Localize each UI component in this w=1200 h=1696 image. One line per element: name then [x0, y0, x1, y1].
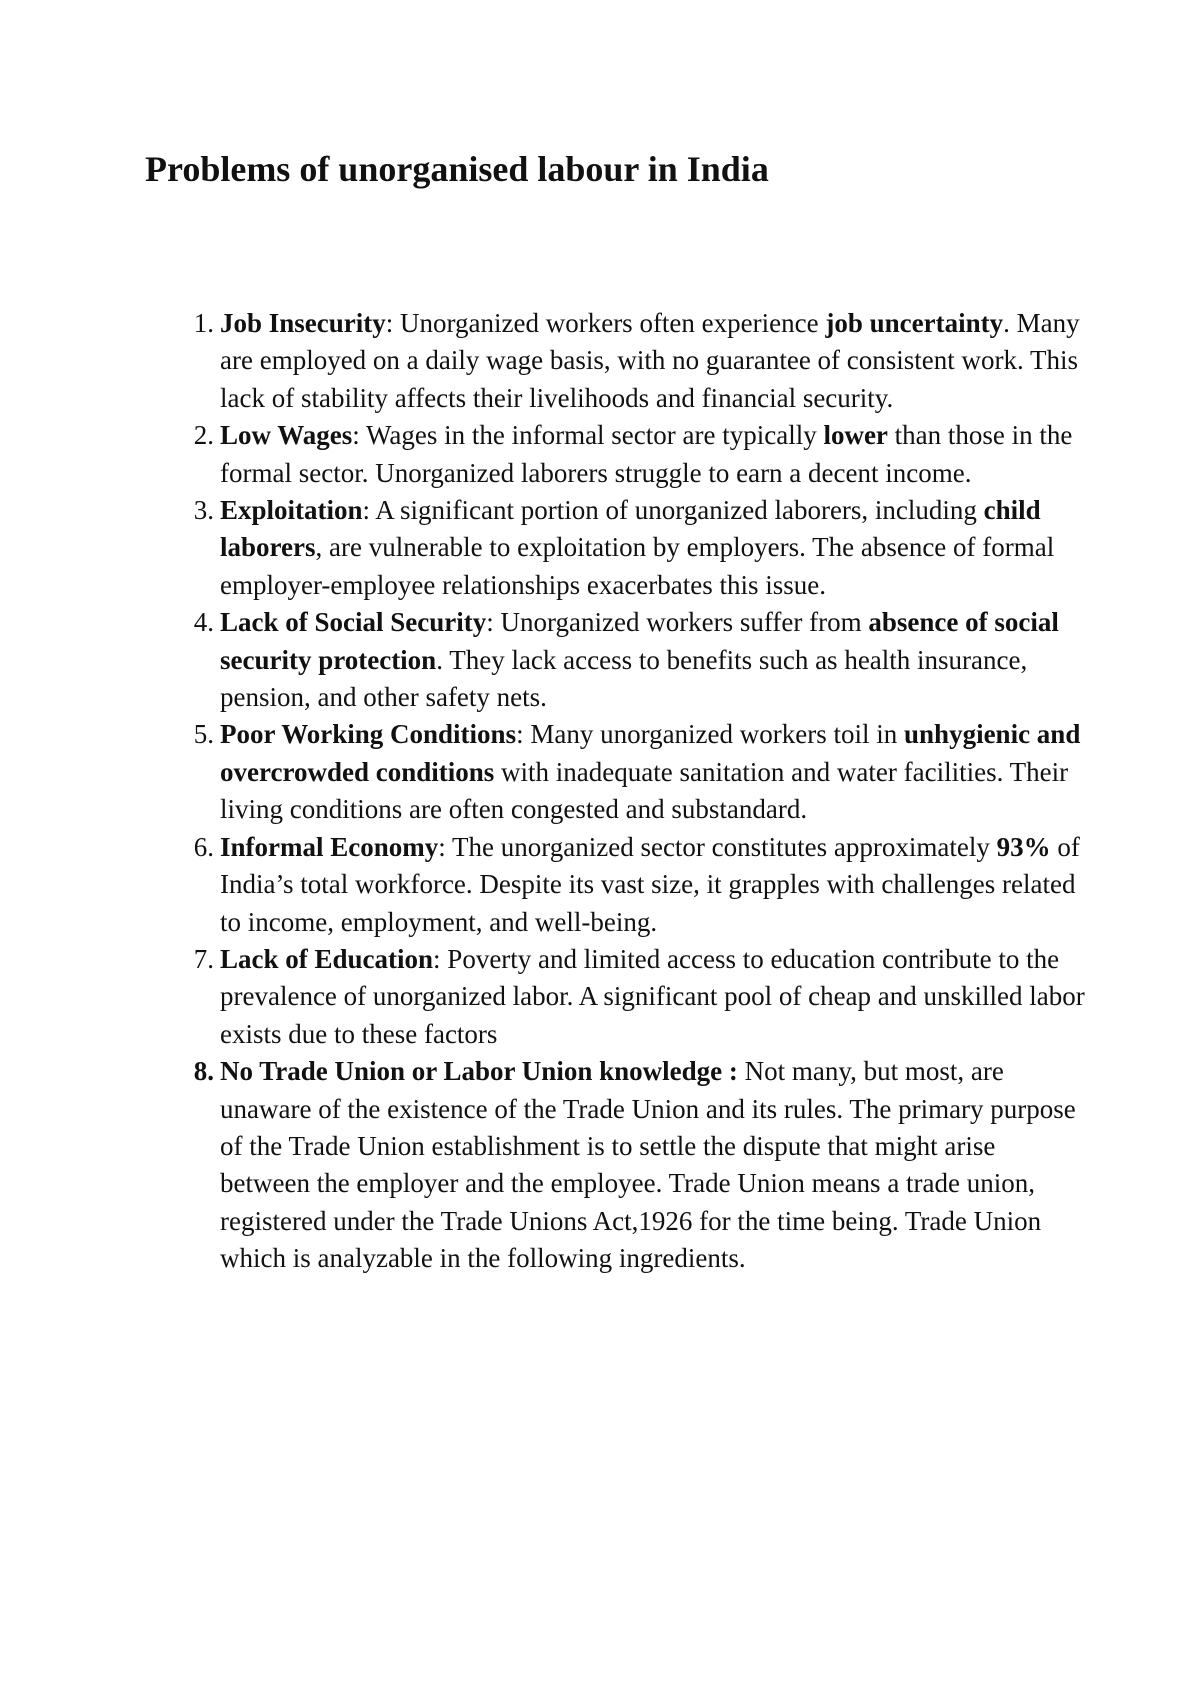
item-term: No Trade Union or Labor Union knowledge :: [220, 1056, 738, 1087]
item-term: Lack of Education: [220, 943, 434, 974]
list-item-poor-working-conditions: [193, 716, 1090, 828]
item-text: Not many, but most, are unaware of the existence of the Trade Union and its rules. The primary purpose of the Trade Union establishment is to settle the dispute that might arise between the employer and the employee. Trade Union means a trade union, registered under the Trade Unions Act,1926 for the time being. Trade Union which is analyzable in the following ingredients.: [220, 1056, 1076, 1274]
list-item-exploitation: [193, 492, 1090, 604]
item-text-continued: than those in the formal sector. Unorganized laborers struggle to earn a decent income.: [220, 420, 1073, 488]
item-number: 1.: [193, 308, 214, 338]
item-number: 7.: [193, 943, 214, 974]
item-emphasis: job uncertainty: [825, 308, 1004, 338]
item-text-continued: . They lack access to benefits such as health insurance, pension, and other safety nets.: [220, 644, 1028, 713]
list-item-lack-of-education: [193, 941, 1090, 1053]
item-text: : A significant portion of unorganized laborers, including: [362, 495, 984, 526]
item-number: 2.: [193, 420, 214, 451]
list-item-lack-of-social-security: [193, 604, 1090, 716]
item-emphasis: child laborers: [220, 495, 1041, 563]
item-term: Exploitation: [220, 495, 363, 526]
item-term: Poor Working Conditions: [220, 719, 517, 750]
item-number: 5.: [193, 719, 214, 750]
item-number: 8.: [193, 1056, 214, 1087]
item-text: : The unorganized sector constitutes approximately: [438, 831, 997, 862]
item-text: : Wages in the informal sector are typically: [352, 420, 824, 451]
item-text: : Unorganized workers often experience: [385, 308, 826, 338]
item-emphasis: absence of social security protection: [220, 607, 1059, 675]
item-number: 4.: [193, 607, 214, 638]
item-text-continued: of India’s total workforce. Despite its vast size, it grapples with challenges related to income, employment, and well-being.: [220, 831, 1080, 937]
list-item-job-insecurity: [193, 305, 1090, 417]
item-number: 6.: [193, 831, 214, 862]
item-text-continued: . Many are employed on a daily wage basis, with no guarantee of consistent work. This lack of stability affects their livelihoods and financial security.: [220, 308, 1080, 413]
item-term: Lack of Social Security: [220, 607, 487, 638]
item-text: : Poverty and limited access to education contribute to the prevalence of unorganized labor. A significant pool of cheap and unskilled labor exists due to these factors: [220, 943, 1085, 1049]
item-term: Informal Economy: [220, 831, 439, 862]
item-emphasis: lower: [823, 420, 888, 451]
item-text: : Unorganized workers suffer from: [486, 607, 869, 638]
list-item-low-wages: [193, 417, 1090, 492]
list-item-trade-union-knowledge: [193, 1053, 1090, 1277]
item-text-continued: with inadequate sanitation and water facilities. Their living conditions are often congested and substandard.: [220, 756, 1069, 825]
item-text-continued: , are vulnerable to exploitation by employers. The absence of formal employer-employee relationships exacerbates this issue.: [220, 532, 1055, 600]
item-emphasis: 93%: [996, 831, 1051, 862]
item-term: Job Insecurity: [220, 308, 386, 338]
item-number: 3.: [193, 495, 214, 526]
page-title: Problems of unorganised labour in India: [145, 149, 769, 189]
list-item-informal-economy: [193, 829, 1090, 941]
problems-list: [193, 305, 1090, 1278]
item-emphasis: unhygienic and overcrowded conditions: [220, 719, 1081, 787]
item-text: : Many unorganized workers toil in: [516, 719, 905, 750]
item-term: Low Wages: [220, 420, 353, 451]
